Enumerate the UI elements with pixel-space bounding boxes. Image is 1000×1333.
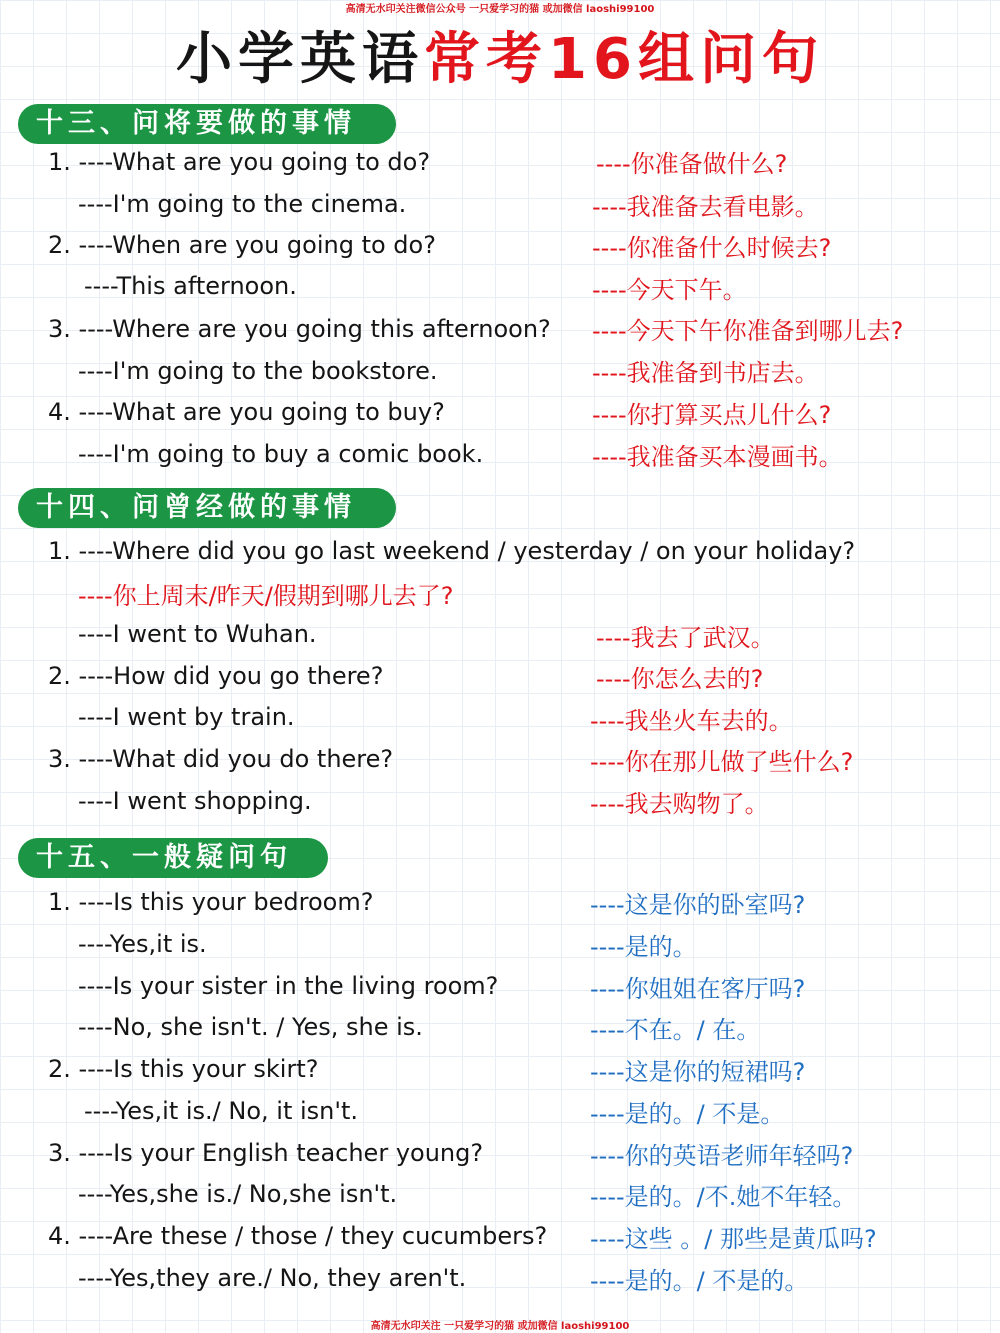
- s14-line-7-zh: ----我去购物了。: [590, 790, 769, 818]
- s15-line-4-en: ----No, she isn't. / Yes, she is.: [78, 1013, 423, 1041]
- s14-line-1-en: 1. ----Where did you go last weekend / yesterday / on your holiday?: [48, 537, 856, 565]
- s14-line-2-zh: ----你上周末/昨天/假期到哪儿去了?: [78, 582, 454, 610]
- s13-line-1-zh: ----你准备做什么?: [596, 150, 788, 178]
- s13-line-4-en: ----This afternoon.: [84, 272, 297, 300]
- s14-line-4-zh: ----你怎么去的?: [596, 665, 764, 693]
- s14-line-6-en: 3. ----What did you do there?: [48, 745, 394, 773]
- s15-line-6-zh: ----是的。/ 不是。: [590, 1100, 785, 1128]
- s15-line-7-en: 3. ----Is your English teacher young?: [48, 1139, 484, 1167]
- s14-line-3-en: ----I went to Wuhan.: [78, 620, 317, 648]
- s15-line-4-zh: ----不在。/ 在。: [590, 1016, 761, 1044]
- s14-line-5-en: ----I went by train.: [78, 703, 295, 731]
- s15-line-8-zh: ----是的。/不.她不年轻。: [590, 1183, 857, 1211]
- s13-line-3-zh: ----你准备什么时候去?: [592, 234, 832, 262]
- s14-line-7-en: ----I went shopping.: [78, 787, 312, 815]
- s14-line-4-en: 2. ----How did you go there?: [48, 662, 384, 690]
- s13-line-8-zh: ----我准备买本漫画书。: [592, 443, 843, 471]
- s15-line-2-en: ----Yes,it is.: [78, 930, 207, 958]
- s15-line-7-zh: ----你的英语老师年轻吗?: [590, 1142, 854, 1170]
- title-part-red: 常考16组问句: [424, 27, 824, 92]
- s15-line-9-en: 4. ----Are these / those / they cucumbers?: [48, 1222, 548, 1250]
- s13-line-8-en: ----I'm going to buy a comic book.: [78, 440, 484, 468]
- watermark-bottom: 高清无水印关注 一只爱学习的猫 或加微信 laoshi99100: [370, 1321, 630, 1332]
- s13-line-2-en: ----I'm going to the cinema.: [78, 190, 407, 218]
- s15-line-3-en: ----Is your sister in the living room?: [78, 972, 499, 1000]
- s13-line-7-zh: ----你打算买点儿什么?: [592, 401, 832, 429]
- s13-line-7-en: 4. ----What are you going to buy?: [48, 398, 445, 426]
- s13-line-5-en: 3. ----Where are you going this afternoon?: [48, 315, 551, 343]
- s15-line-2-zh: ----是的。: [590, 933, 697, 961]
- section-14-header: 十四、问曾经做的事情: [18, 488, 396, 528]
- s13-line-1-en: 1. ----What are you going to do?: [48, 148, 431, 176]
- page-title: [0, 22, 1000, 98]
- s15-line-8-en: ----Yes,she is./ No,she isn't.: [78, 1180, 398, 1208]
- s13-line-3-en: 2. ----When are you going to do?: [48, 231, 436, 259]
- s13-line-4-zh: ----今天下午。: [592, 276, 747, 304]
- s15-line-1-en: 1. ----Is this your bedroom?: [48, 888, 374, 916]
- watermark-top: 高清无水印关注微信公众号 一只爱学习的猫 或加微信 laoshi99100: [345, 4, 655, 15]
- s13-line-6-zh: ----我准备到书店去。: [592, 359, 819, 387]
- s15-line-5-en: 2. ----Is this your skirt?: [48, 1055, 319, 1083]
- title-part-black: 小学英语: [176, 27, 425, 92]
- s15-line-1-zh: ----这是你的卧室吗?: [590, 891, 806, 919]
- s14-line-6-zh: ----你在那儿做了些什么?: [590, 748, 854, 776]
- s14-line-5-zh: ----我坐火车去的。: [590, 707, 793, 735]
- section-13-header: 十三、问将要做的事情: [18, 104, 396, 144]
- s15-line-10-zh: ----是的。/ 不是的。: [590, 1267, 809, 1295]
- s15-line-3-zh: ----你姐姐在客厅吗?: [590, 975, 806, 1003]
- s15-line-5-zh: ----这是你的短裙吗?: [590, 1058, 806, 1086]
- s13-line-5-zh: ----今天下午你准备到哪儿去?: [592, 317, 904, 345]
- s14-line-3-zh: ----我去了武汉。: [596, 624, 775, 652]
- section-15-header: 十五、一般疑问句: [18, 838, 328, 878]
- s13-line-2-zh: ----我准备去看电影。: [592, 193, 819, 221]
- s15-line-10-en: ----Yes,they are./ No, they aren't.: [78, 1264, 467, 1292]
- s15-line-6-en: ----Yes,it is./ No, it isn't.: [84, 1097, 359, 1125]
- s15-line-9-zh: ----这些 。/ 那些是黄瓜吗?: [590, 1225, 877, 1253]
- s13-line-6-en: ----I'm going to the bookstore.: [78, 357, 438, 385]
